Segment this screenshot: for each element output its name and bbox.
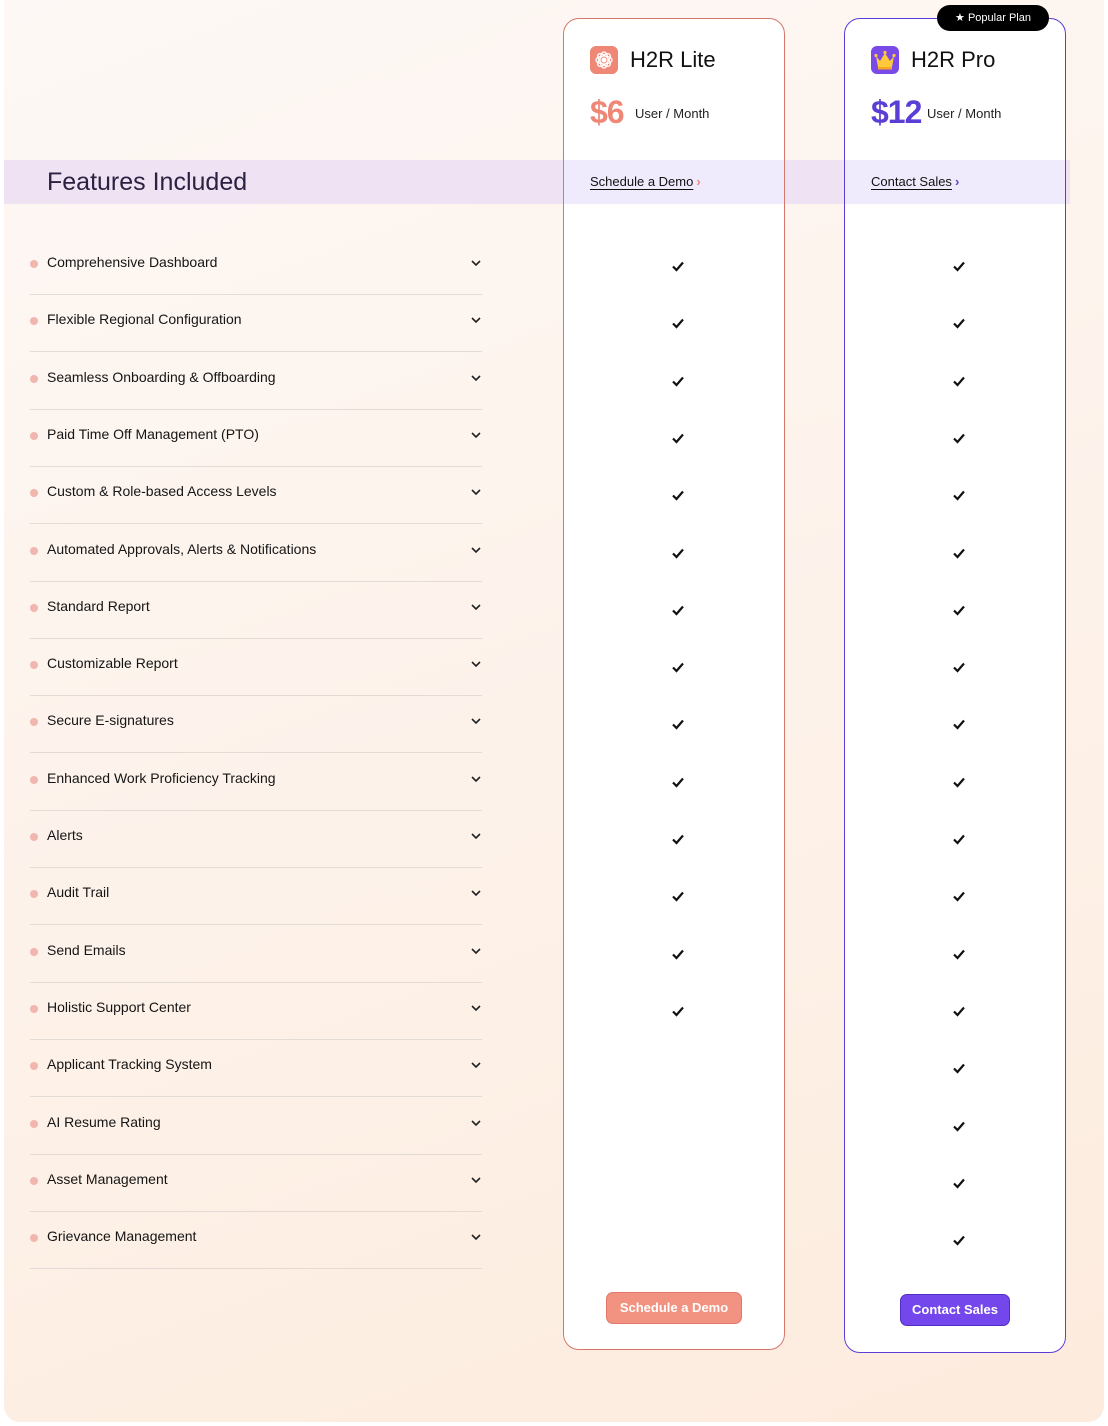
chevron-down-icon[interactable] (470, 543, 482, 555)
feature-row[interactable] (30, 581, 482, 639)
feature-label: Audit Trail (47, 884, 110, 901)
chevron-down-icon[interactable] (470, 886, 482, 898)
check-icon-pro (952, 775, 966, 789)
chevron-down-icon[interactable] (470, 256, 482, 268)
bullet-dot (30, 1234, 38, 1242)
star-icon: ★ (955, 12, 965, 24)
bullet-dot (30, 1005, 38, 1013)
feature-row[interactable] (30, 1211, 482, 1269)
chevron-right-icon: › (954, 174, 960, 189)
feature-row[interactable] (30, 695, 482, 753)
check-icon-lite (671, 889, 685, 903)
bullet-dot (30, 833, 38, 841)
features-title: Features Included (47, 168, 248, 196)
bullet-dot (30, 948, 38, 956)
bullet-dot (30, 260, 38, 268)
check-icon-lite (671, 546, 685, 560)
feature-label: Holistic Support Center (47, 998, 191, 1015)
feature-row[interactable] (30, 1097, 482, 1155)
feature-row[interactable] (30, 352, 482, 410)
check-icon-lite (671, 316, 685, 330)
feature-label: Enhanced Work Proficiency Tracking (47, 769, 276, 786)
check-icon-pro (952, 717, 966, 731)
check-icon-pro (952, 374, 966, 388)
check-icon-pro (952, 1119, 966, 1133)
chevron-down-icon[interactable] (470, 1116, 482, 1128)
feature-label: Alerts (47, 827, 83, 843)
check-icon-lite (671, 660, 685, 674)
feature-row[interactable] (30, 466, 482, 524)
feature-label: Asset Management (47, 1170, 168, 1187)
price-unit: User / Month (927, 106, 1002, 121)
bullet-dot (30, 776, 38, 784)
check-icon-pro (952, 488, 966, 502)
feature-row[interactable] (30, 237, 482, 295)
chevron-down-icon[interactable] (470, 371, 482, 383)
feature-row[interactable] (30, 409, 482, 467)
feature-label: Comprehensive Dashboard (47, 254, 218, 270)
feature-row[interactable] (30, 982, 482, 1040)
check-icon-lite (671, 1004, 685, 1018)
plan-card-pro (844, 18, 1066, 1353)
link-label: Schedule a Demo (590, 174, 694, 189)
feature-label: Seamless Onboarding & Offboarding (47, 368, 276, 385)
chevron-down-icon[interactable] (470, 1001, 482, 1013)
check-icon-pro (952, 1176, 966, 1190)
feature-row[interactable] (30, 810, 482, 868)
contact-sales-link[interactable] (871, 174, 959, 189)
check-icon-pro (952, 660, 966, 674)
check-icon-pro (952, 889, 966, 903)
check-icon-pro (952, 259, 966, 273)
chevron-down-icon[interactable] (470, 1173, 482, 1185)
chevron-right-icon: › (696, 174, 701, 189)
plan-price: $12 (871, 94, 922, 130)
check-icon-pro (952, 316, 966, 330)
check-icon-pro (952, 1004, 966, 1018)
check-icon-pro (952, 832, 966, 846)
chevron-down-icon[interactable] (470, 600, 482, 612)
feature-row[interactable] (30, 753, 482, 811)
check-icon-pro (952, 1233, 966, 1247)
feature-row[interactable] (30, 638, 482, 696)
contact-sales-button[interactable]: Contact Sales (900, 1294, 1010, 1326)
plan-card-lite (563, 18, 785, 1350)
chevron-down-icon[interactable] (470, 1058, 482, 1070)
feature-label: AI Resume Rating (47, 1113, 161, 1130)
plan-price: $6 (590, 94, 624, 130)
crown-icon (871, 46, 899, 74)
feature-label: Send Emails (47, 941, 126, 958)
feature-label: Secure E-signatures (47, 712, 174, 729)
feature-label: Customizable Report (47, 655, 178, 672)
flower-icon (590, 46, 618, 74)
feature-row[interactable] (30, 524, 482, 582)
bullet-dot (30, 1120, 38, 1128)
feature-row[interactable] (30, 1154, 482, 1212)
bullet-dot (30, 317, 38, 325)
check-icon-lite (671, 374, 685, 388)
check-icon-pro (952, 603, 966, 617)
check-icon-pro (952, 546, 966, 560)
bullet-dot (30, 661, 38, 669)
plan-name: H2R Pro (911, 47, 996, 72)
chevron-down-icon[interactable] (470, 657, 482, 669)
check-icon-lite (671, 775, 685, 789)
feature-label: Applicant Tracking System (47, 1056, 212, 1073)
feature-row[interactable] (30, 925, 482, 983)
check-icon-pro (952, 431, 966, 445)
badge-label: Popular Plan (967, 12, 1031, 24)
check-icon-lite (671, 603, 685, 617)
chevron-down-icon[interactable] (470, 485, 482, 497)
chevron-down-icon[interactable] (470, 772, 482, 784)
price-unit: User / Month (635, 106, 710, 121)
feature-label: Custom & Role-based Access Levels (47, 483, 277, 500)
chevron-down-icon[interactable] (470, 428, 482, 440)
link-label: Contact Sales (871, 174, 952, 189)
bullet-dot (30, 718, 38, 726)
bullet-dot (30, 547, 38, 555)
check-icon-lite (671, 947, 685, 961)
feature-row[interactable] (30, 867, 482, 925)
plan-name: H2R Lite (630, 47, 716, 72)
feature-label: Standard Report (47, 597, 150, 614)
popular-plan-badge (937, 5, 1049, 31)
schedule-demo-button[interactable]: Schedule a Demo (606, 1292, 742, 1324)
chevron-down-icon[interactable] (470, 1230, 482, 1242)
chevron-down-icon[interactable] (470, 944, 482, 956)
check-icon-pro (952, 947, 966, 961)
feature-label: Grievance Management (47, 1228, 197, 1245)
feature-label: Flexible Regional Configuration (47, 311, 242, 328)
bullet-dot (30, 604, 38, 612)
feature-label: Automated Approvals, Alerts & Notifications (47, 540, 317, 557)
check-icon-lite (671, 431, 685, 445)
bullet-dot (30, 890, 38, 898)
chevron-down-icon[interactable] (470, 829, 482, 841)
feature-row[interactable] (30, 1039, 482, 1097)
bullet-dot (30, 432, 38, 440)
check-icon-lite (671, 259, 685, 273)
feature-label: Paid Time Off Management (PTO) (47, 425, 259, 442)
bullet-dot (30, 1177, 38, 1185)
bullet-dot (30, 1062, 38, 1070)
schedule-demo-link[interactable] (590, 174, 701, 189)
bullet-dot (30, 375, 38, 383)
chevron-down-icon[interactable] (470, 714, 482, 726)
check-icon-lite (671, 717, 685, 731)
chevron-down-icon[interactable] (470, 313, 482, 325)
check-icon-lite (671, 832, 685, 846)
check-icon-lite (671, 488, 685, 502)
bullet-dot (30, 489, 38, 497)
feature-row[interactable] (30, 294, 482, 352)
check-icon-pro (952, 1061, 966, 1075)
